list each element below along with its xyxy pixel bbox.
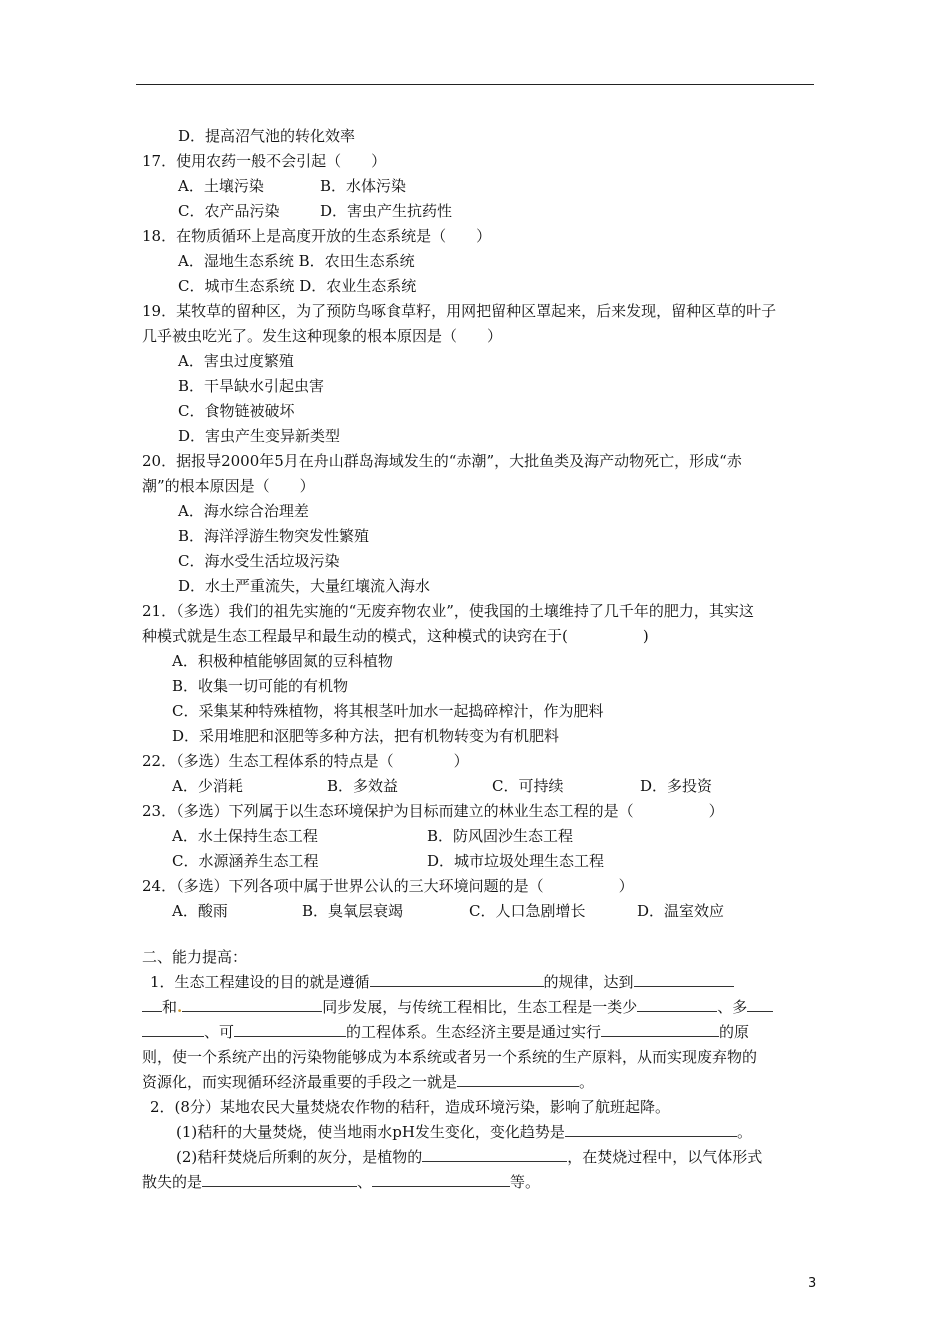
fill-q1-line5: 资源化，而实现循环经济最重要的手段之一就是 。 — [142, 1073, 595, 1091]
blank[interactable] — [372, 1172, 510, 1187]
blank[interactable] — [370, 972, 544, 987]
q18-options-cd: C．城市生态系统 D．农业生态系统 — [178, 277, 417, 295]
fill-q2-part2: (2)秸秆焚烧后所剩的灰分，是植物的 ，在焚烧过程中，以气体形式 — [176, 1148, 763, 1166]
blank[interactable] — [234, 1022, 346, 1037]
fill-q1-line4: 则，使一个系统产出的污染物能够成为本系统或者另一个系统的生产原料，从而实现废弃物的 — [142, 1048, 758, 1066]
q23-option-a: A．水土保持生态工程 — [172, 827, 318, 845]
blank[interactable] — [202, 1172, 357, 1187]
q21-stem-line1: 21．（多选）我们的祖先实施的“无废弃物农业”，使我国的土壤维持了几千年的肥力，其实这 — [142, 602, 754, 620]
q17-option-a: A．土壤污染 — [178, 177, 264, 195]
fill-q1-line2: 和. 同步发展，与传统工程相比，生态工程是一类少 、多 — [142, 997, 773, 1017]
blank[interactable] — [601, 1022, 719, 1037]
q23-options-cd — [172, 851, 604, 871]
page-number: 3 — [808, 1276, 817, 1291]
blank[interactable] — [565, 1122, 737, 1137]
q20-stem-line1: 20．据报导2000年5月在舟山群岛海域发生的“赤潮”，大批鱼类及海产动物死亡，形成“赤 — [142, 452, 742, 470]
q20-stem-line2: 潮”的根本原因是（ ） — [142, 477, 315, 495]
q20-option-a: A．海水综合治理差 — [178, 502, 309, 520]
q23-option-d: D．城市垃圾处理生态工程 — [427, 852, 605, 870]
q22-options — [172, 776, 712, 796]
q23-option-c: C．水源涵养生态工程 — [172, 852, 319, 870]
blank[interactable] — [634, 972, 734, 987]
q19-option-d: D．害虫产生变异新类型 — [178, 427, 341, 445]
q20-option-d: D．水土严重流失，大量红壤流入海水 — [178, 577, 431, 595]
q18-stem: 18．在物质循环上是高度开放的生态系统是（ ） — [142, 227, 492, 245]
q19-option-b: B．干旱缺水引起虫害 — [178, 377, 325, 395]
q22-option-c: C．可持续 — [492, 777, 564, 795]
q17-option-d: D．害虫产生抗药性 — [320, 202, 453, 220]
blank[interactable] — [457, 1072, 579, 1087]
q19-stem-line2: 几乎被虫吃光了。发生这种现象的根本原因是（ ） — [142, 327, 503, 345]
fill-q2-part1: (1)秸秆的大量焚烧，使当地雨水pH发生变化，变化趋势是 。 — [176, 1123, 752, 1141]
q17-option-b: B．水体污染 — [320, 177, 407, 195]
q16-option-d: D．提高沼气池的转化效率 — [178, 127, 356, 145]
blank[interactable] — [142, 1022, 204, 1037]
q21-option-d: D．采用堆肥和沤肥等多种方法，把有机物转变为有机肥料 — [172, 727, 560, 745]
blank[interactable] — [747, 997, 773, 1012]
q17-options-ab — [178, 176, 406, 196]
q22-stem: 22．（多选）生态工程体系的特点是（ ） — [142, 752, 469, 770]
q23-options-ab — [172, 826, 573, 846]
q17-option-c: C．农产品污染 — [178, 202, 280, 220]
q21-option-b: B．收集一切可能的有机物 — [172, 677, 349, 695]
q22-option-b: B．多效益 — [327, 777, 399, 795]
blank[interactable] — [422, 1147, 567, 1162]
section2-title: 二、能力提高： — [142, 948, 248, 966]
blank[interactable] — [182, 997, 322, 1012]
q19-option-c: C．食物链被破坏 — [178, 402, 295, 420]
q24-option-d: D．温室效应 — [637, 902, 725, 920]
q23-option-b: B．防风固沙生态工程 — [427, 827, 574, 845]
fill-q2-part2-cont: 散失的是 、 等。 — [142, 1173, 541, 1191]
blank[interactable] — [637, 997, 717, 1012]
q22-option-d: D．多投资 — [640, 777, 713, 795]
q19-stem-line1: 19．某牧草的留种区，为了预防鸟啄食草籽，用网把留种区罩起来，后来发现，留种区草的叶子 — [142, 302, 777, 320]
fill-q2-stem: 2．(8分）某地农民大量焚烧农作物的秸秆，造成环境污染，影响了航班起降。 — [150, 1098, 670, 1116]
q17-stem: 17．使用农药一般不会引起（ ） — [142, 152, 387, 170]
q24-option-b: B．臭氧层衰竭 — [302, 902, 404, 920]
blank[interactable] — [142, 997, 162, 1012]
q20-option-c: C．海水受生活垃圾污染 — [178, 552, 340, 570]
q18-options-ab: A．湿地生态系统 B．农田生态系统 — [178, 252, 415, 270]
q22-option-a: A．少消耗 — [172, 777, 243, 795]
q24-options — [172, 901, 724, 921]
q24-stem: 24．（多选）下列各项中属于世界公认的三大环境问题的是（ ） — [142, 877, 634, 895]
q24-option-a: A．酸雨 — [172, 902, 228, 920]
q21-option-c: C．采集某种特殊植物，将其根茎叶加水一起捣碎榨汁，作为肥料 — [172, 702, 604, 720]
q19-option-a: A．害虫过度繁殖 — [178, 352, 294, 370]
q21-stem-line2: 种模式就是生态工程最早和最生动的模式，这种模式的诀窍在于( ) — [142, 627, 649, 645]
q20-option-b: B．海洋浮游生物突发性繁殖 — [178, 527, 370, 545]
header-rule — [136, 84, 814, 85]
dot-mark: . — [177, 998, 183, 1016]
q17-options-cd — [178, 201, 452, 221]
q23-stem: 23．（多选）下列属于以生态环境保护为目标而建立的林业生态工程的是（ ） — [142, 802, 724, 820]
q24-option-c: C．人口急剧增长 — [469, 902, 586, 920]
fill-q1-line3: 、可 的工程体系。生态经济主要是通过实行 的原 — [142, 1022, 749, 1042]
q21-option-a: A．积极种植能够固氮的豆科植物 — [172, 652, 393, 670]
fill-q1-line1: 1．生态工程建设的目的就是遵循 的规律，达到 — [150, 972, 734, 992]
